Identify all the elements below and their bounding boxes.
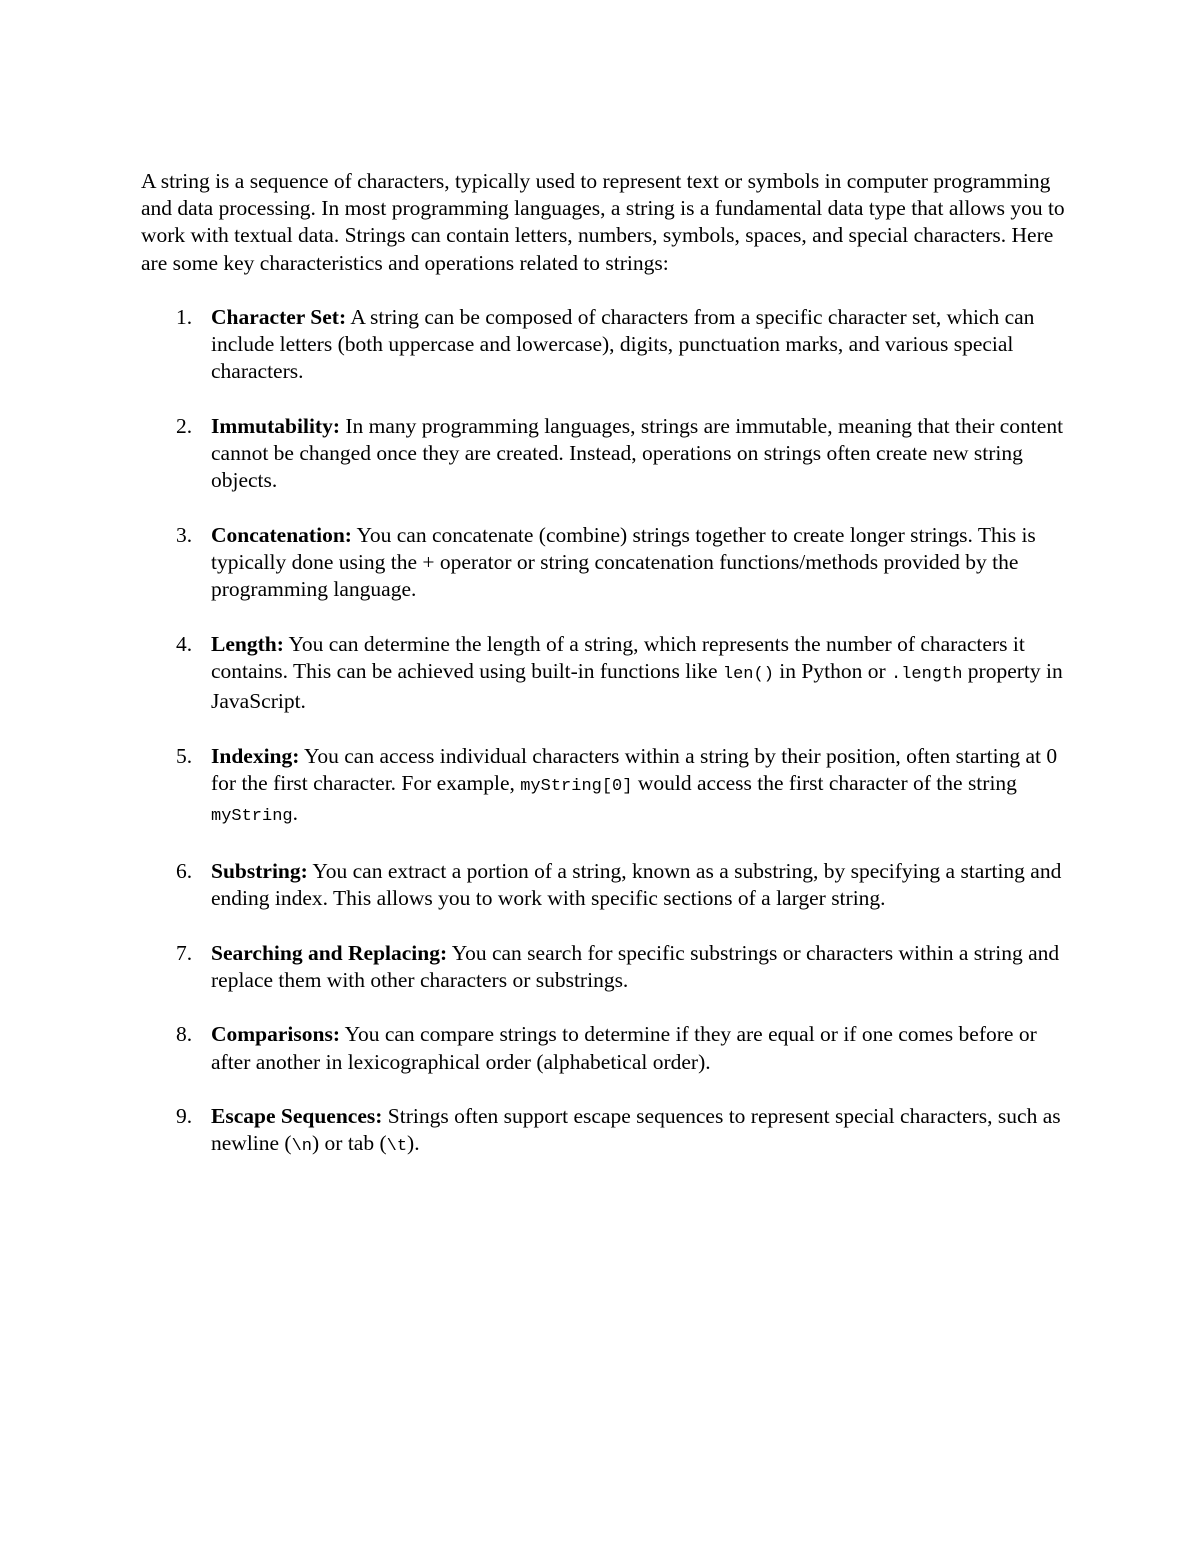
list-item-text: In many programming languages, strings are immutable, meaning that their content cannot be changed once they are created. Instead, operations on strings often create new string objects. bbox=[211, 413, 1064, 493]
list-item-term: Escape Sequences: bbox=[211, 1104, 383, 1129]
list-item-term: Length: bbox=[211, 631, 284, 656]
list-item-text: . bbox=[292, 801, 298, 826]
list-item-number: 4. bbox=[176, 631, 193, 656]
list-item bbox=[141, 522, 1066, 604]
list-item-number: 3. bbox=[176, 522, 193, 547]
list-item-number: 5. bbox=[176, 743, 193, 768]
list-item-term: Searching and Replacing: bbox=[211, 940, 448, 965]
list-item-text: property in JavaScript. bbox=[211, 659, 1063, 714]
inline-code: \n bbox=[291, 1137, 312, 1157]
inline-code: len() bbox=[722, 665, 774, 685]
list-item bbox=[141, 304, 1066, 386]
list-item-text: You can compare strings to determine if they are equal or if one comes before or after another in lexicographical order (alphabetical order). bbox=[211, 1022, 1037, 1074]
list-item-text: You can search for specific substrings or characters within a string and replace them with other characters or substrings. bbox=[211, 940, 1060, 992]
list-item bbox=[141, 413, 1066, 495]
list-item bbox=[141, 940, 1066, 994]
inline-code: \t bbox=[386, 1137, 408, 1157]
list-item-text: You can extract a portion of a string, known as a substring, by specifying a starting and ending index. This allows you to work with specific sections of a larger string. bbox=[211, 858, 1062, 911]
list-item-number: 2. bbox=[176, 413, 193, 438]
list-item-number: 9. bbox=[176, 1104, 193, 1129]
list-item-text: You can determine the length of a string, which represents the number of characters it contains. This can be achieved using built-in functions like bbox=[211, 631, 1025, 684]
list-item-term: Comparisons: bbox=[211, 1022, 341, 1047]
list-item bbox=[141, 858, 1066, 912]
characteristics-list bbox=[141, 304, 1066, 1161]
list-item-text: would access the first character of the string bbox=[632, 771, 1017, 796]
list-item-text: ) or tab ( bbox=[312, 1131, 387, 1156]
list-item bbox=[141, 1103, 1066, 1160]
inline-code: myString bbox=[211, 807, 293, 827]
list-item-number: 1. bbox=[176, 304, 193, 329]
list-item-number: 7. bbox=[176, 940, 193, 965]
list-item-text: Strings often support escape sequences to represent special characters, such as newline ( bbox=[211, 1104, 1061, 1156]
list-item-text: You can access individual characters within a string by their position, often starting at 0 for the first character. For example, bbox=[211, 743, 1058, 796]
inline-code: .length bbox=[891, 665, 963, 685]
list-item-text: A string can be composed of characters from a specific character set, which can include letters (both uppercase and lowercase), digits, punctuation marks, and various special characters. bbox=[211, 304, 1035, 384]
list-item-term: Character Set: bbox=[211, 304, 347, 329]
list-item-term: Immutability: bbox=[211, 413, 340, 438]
list-item-number: 8. bbox=[176, 1022, 193, 1047]
list-item-term: Concatenation: bbox=[211, 522, 352, 547]
list-item-text: You can concatenate (combine) strings together to create longer strings. This is typically done using the + operator or string concatenation functions/methods provided by the programming language. bbox=[211, 522, 1036, 602]
document-page bbox=[141, 168, 1066, 1188]
inline-code: myString[0] bbox=[520, 777, 633, 797]
list-item bbox=[141, 631, 1066, 716]
list-item-term: Substring: bbox=[211, 858, 308, 883]
list-item bbox=[141, 1021, 1066, 1075]
list-item-number: 6. bbox=[176, 858, 193, 883]
list-item bbox=[141, 743, 1066, 831]
intro-paragraph: A string is a sequence of characters, typically used to represent text or symbols in computer programming and data processing. In most programming languages, a string is a fundamental data type that allows you to work with textual data. Strings can contain letters, numbers, symbols, spaces, and special characters. Here are some key characteristics and operations related to strings: bbox=[141, 169, 1065, 275]
list-item-term: Indexing: bbox=[211, 743, 300, 768]
list-item-text: in Python or bbox=[773, 659, 891, 684]
list-item-text: ). bbox=[407, 1131, 420, 1156]
